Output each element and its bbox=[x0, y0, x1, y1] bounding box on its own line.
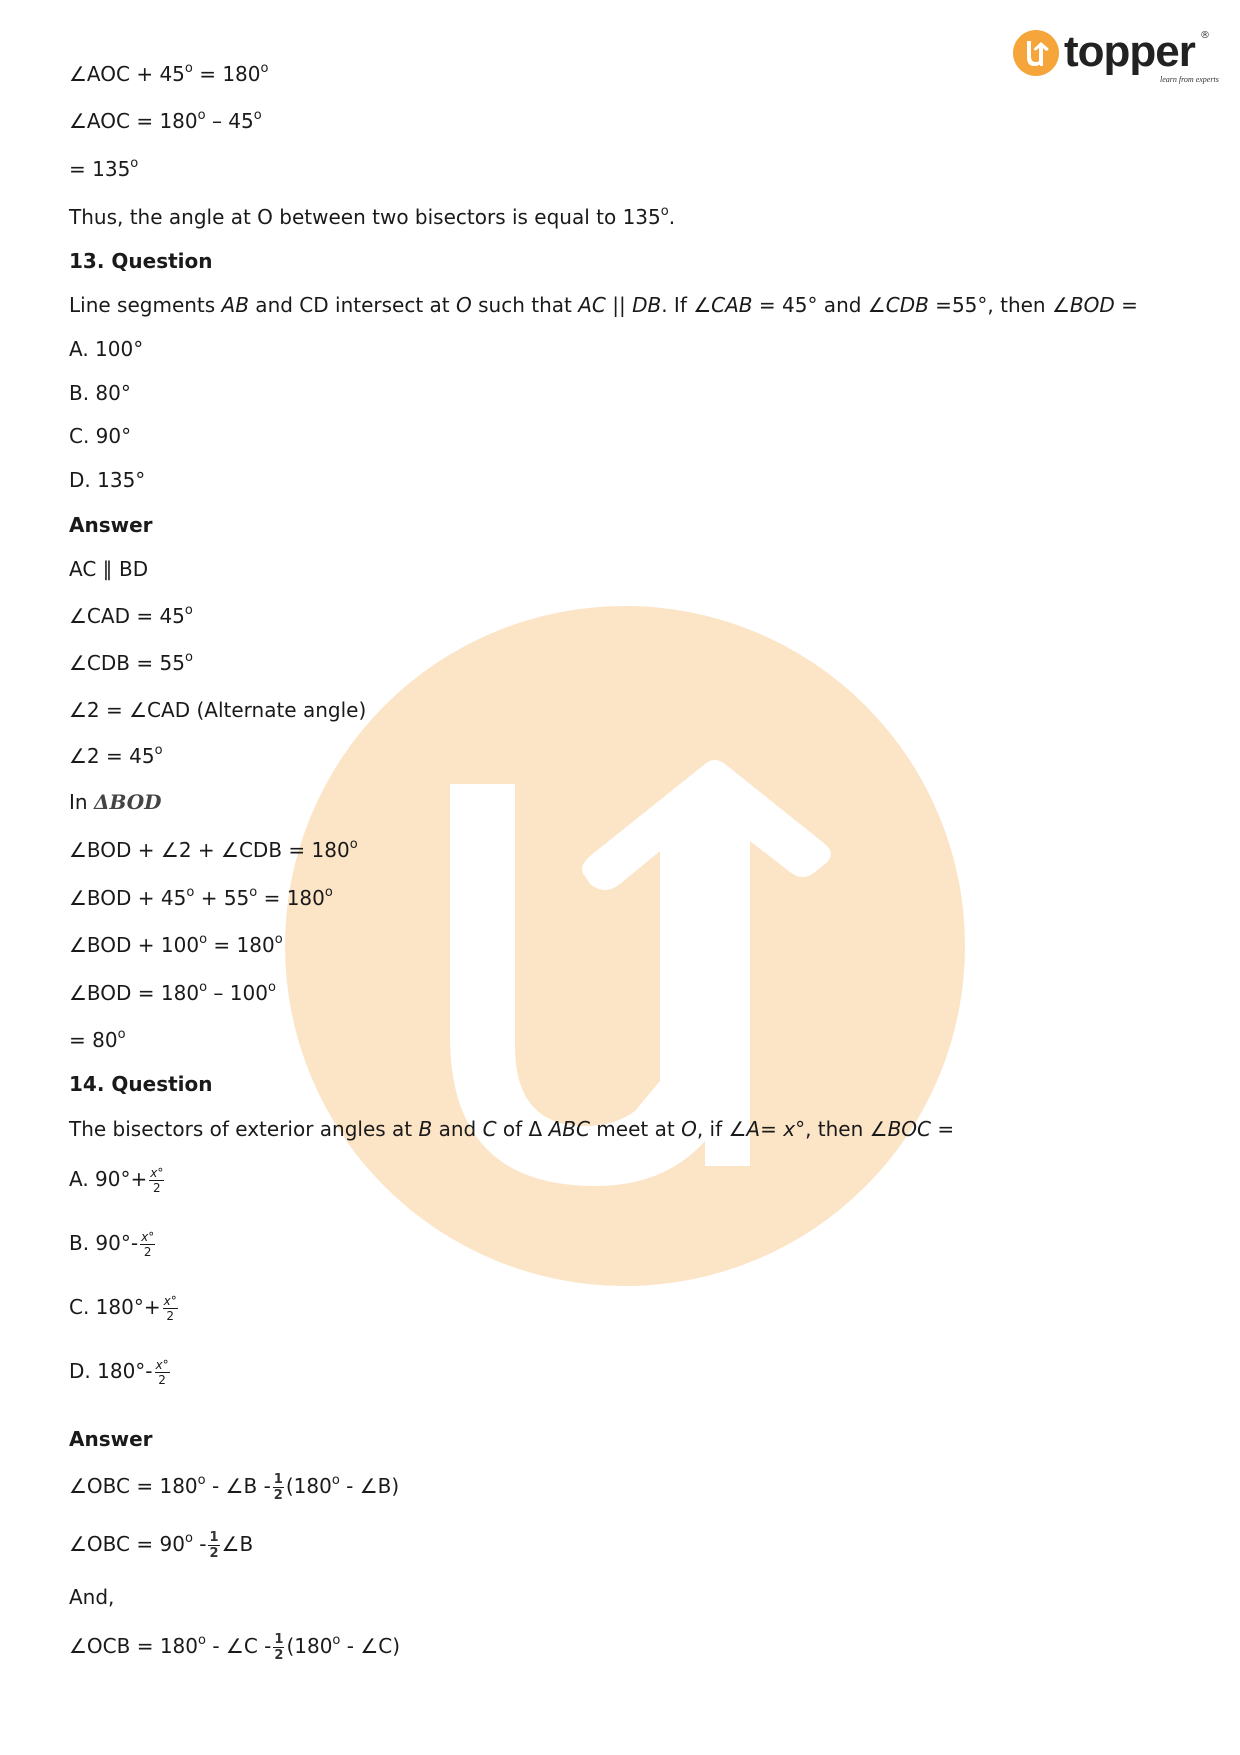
answer-step: And, bbox=[69, 1585, 115, 1609]
logo-mark-icon bbox=[1012, 26, 1219, 88]
text-line: ∠AOC = $180^o - 45^o$ bbox=[69, 108, 262, 133]
watermark-logo bbox=[285, 606, 965, 1286]
fraction: $\frac{x^\circ}{2}$ bbox=[141, 1230, 155, 1259]
answer-step: ∠OBC = $180^o$ - ∠B - $\frac{1}{2}$ (180$^o$ - ∠B) bbox=[69, 1472, 400, 1503]
answer-step: ∠OCB = $180^o$ - ∠C - $\frac{1}{2}$ (180$^o$ - ∠C) bbox=[69, 1632, 401, 1663]
question-14-text: The bisectors of exterior angles at B and C of Δ ABC meet at O, if ∠A= x°, then ∠BOC = bbox=[69, 1117, 955, 1141]
answer-label: Answer bbox=[69, 1427, 153, 1451]
svg-text:learn from experts: learn from experts bbox=[1160, 75, 1219, 84]
answer-step: ∠OBC = $90^o$ - $\frac{1}{2}$ ∠B bbox=[69, 1530, 254, 1561]
option-b: B. 80° bbox=[69, 381, 131, 405]
answer-step: ∠2 = $45^o$ bbox=[69, 743, 163, 768]
fraction: $\frac{1}{2}$ bbox=[274, 1632, 284, 1663]
option-d: D. 180°- $\frac{x^\circ}{2}$ bbox=[69, 1358, 169, 1387]
answer-step: ∠BOD + $45^o + 55^o = 180^o$ bbox=[69, 885, 333, 910]
option-a: A. 100° bbox=[69, 337, 144, 361]
option-b: B. 90°- $\frac{x^\circ}{2}$ bbox=[69, 1230, 155, 1259]
question-14-title: 14. Question bbox=[69, 1072, 213, 1096]
question-13-text: Line segments AB and CD intersect at O such that AC || DB. If ∠CAB = 45° and ∠CDB =55°, then ∠BOD = bbox=[69, 293, 1138, 317]
fraction: $\frac{1}{2}$ bbox=[273, 1472, 283, 1503]
svg-text:®: ® bbox=[1200, 30, 1210, 41]
text-line: Thus, the angle at O between two bisectors is equal to 135$^o$. bbox=[69, 204, 676, 229]
answer-step: ∠2 = ∠CAD (Alternate angle) bbox=[69, 698, 367, 722]
fraction: $\frac{x^\circ}{2}$ bbox=[163, 1294, 177, 1323]
answer-step: ∠BOD + $100^o = 180^o$ bbox=[69, 932, 283, 957]
fraction: $\frac{x^\circ}{2}$ bbox=[155, 1358, 169, 1387]
answer-step: = $80^o$ bbox=[69, 1027, 126, 1052]
text-line: ∠AOC + $45^o = 180^o$ bbox=[69, 61, 269, 86]
option-a: A. 90°+ $\frac{x^\circ}{2}$ bbox=[69, 1166, 164, 1195]
option-c: C. 90° bbox=[69, 424, 132, 448]
answer-step: AC ∥ BD bbox=[69, 557, 149, 581]
fraction: $\frac{1}{2}$ bbox=[209, 1530, 219, 1561]
option-c: C. 180°+ $\frac{x^\circ}{2}$ bbox=[69, 1294, 177, 1323]
answer-step: ∠CAD = $45^o$ bbox=[69, 603, 193, 628]
text-line: = $135^o$ bbox=[69, 156, 139, 181]
answer-step: ∠CDB = $55^o$ bbox=[69, 650, 193, 675]
answer-step: ∠BOD = $180^o - 100^o$ bbox=[69, 980, 276, 1005]
option-d: D. 135° bbox=[69, 468, 146, 492]
answer-step: ∠BOD + ∠2 + ∠CDB = $180^o$ bbox=[69, 837, 358, 862]
answer-label: Answer bbox=[69, 513, 153, 537]
svg-text:topper: topper bbox=[1064, 27, 1195, 76]
fraction: $\frac{x^\circ}{2}$ bbox=[150, 1166, 164, 1195]
topper-logo bbox=[1012, 26, 1219, 88]
answer-step: In ΔBOD bbox=[69, 790, 162, 814]
question-13-title: 13. Question bbox=[69, 249, 213, 273]
